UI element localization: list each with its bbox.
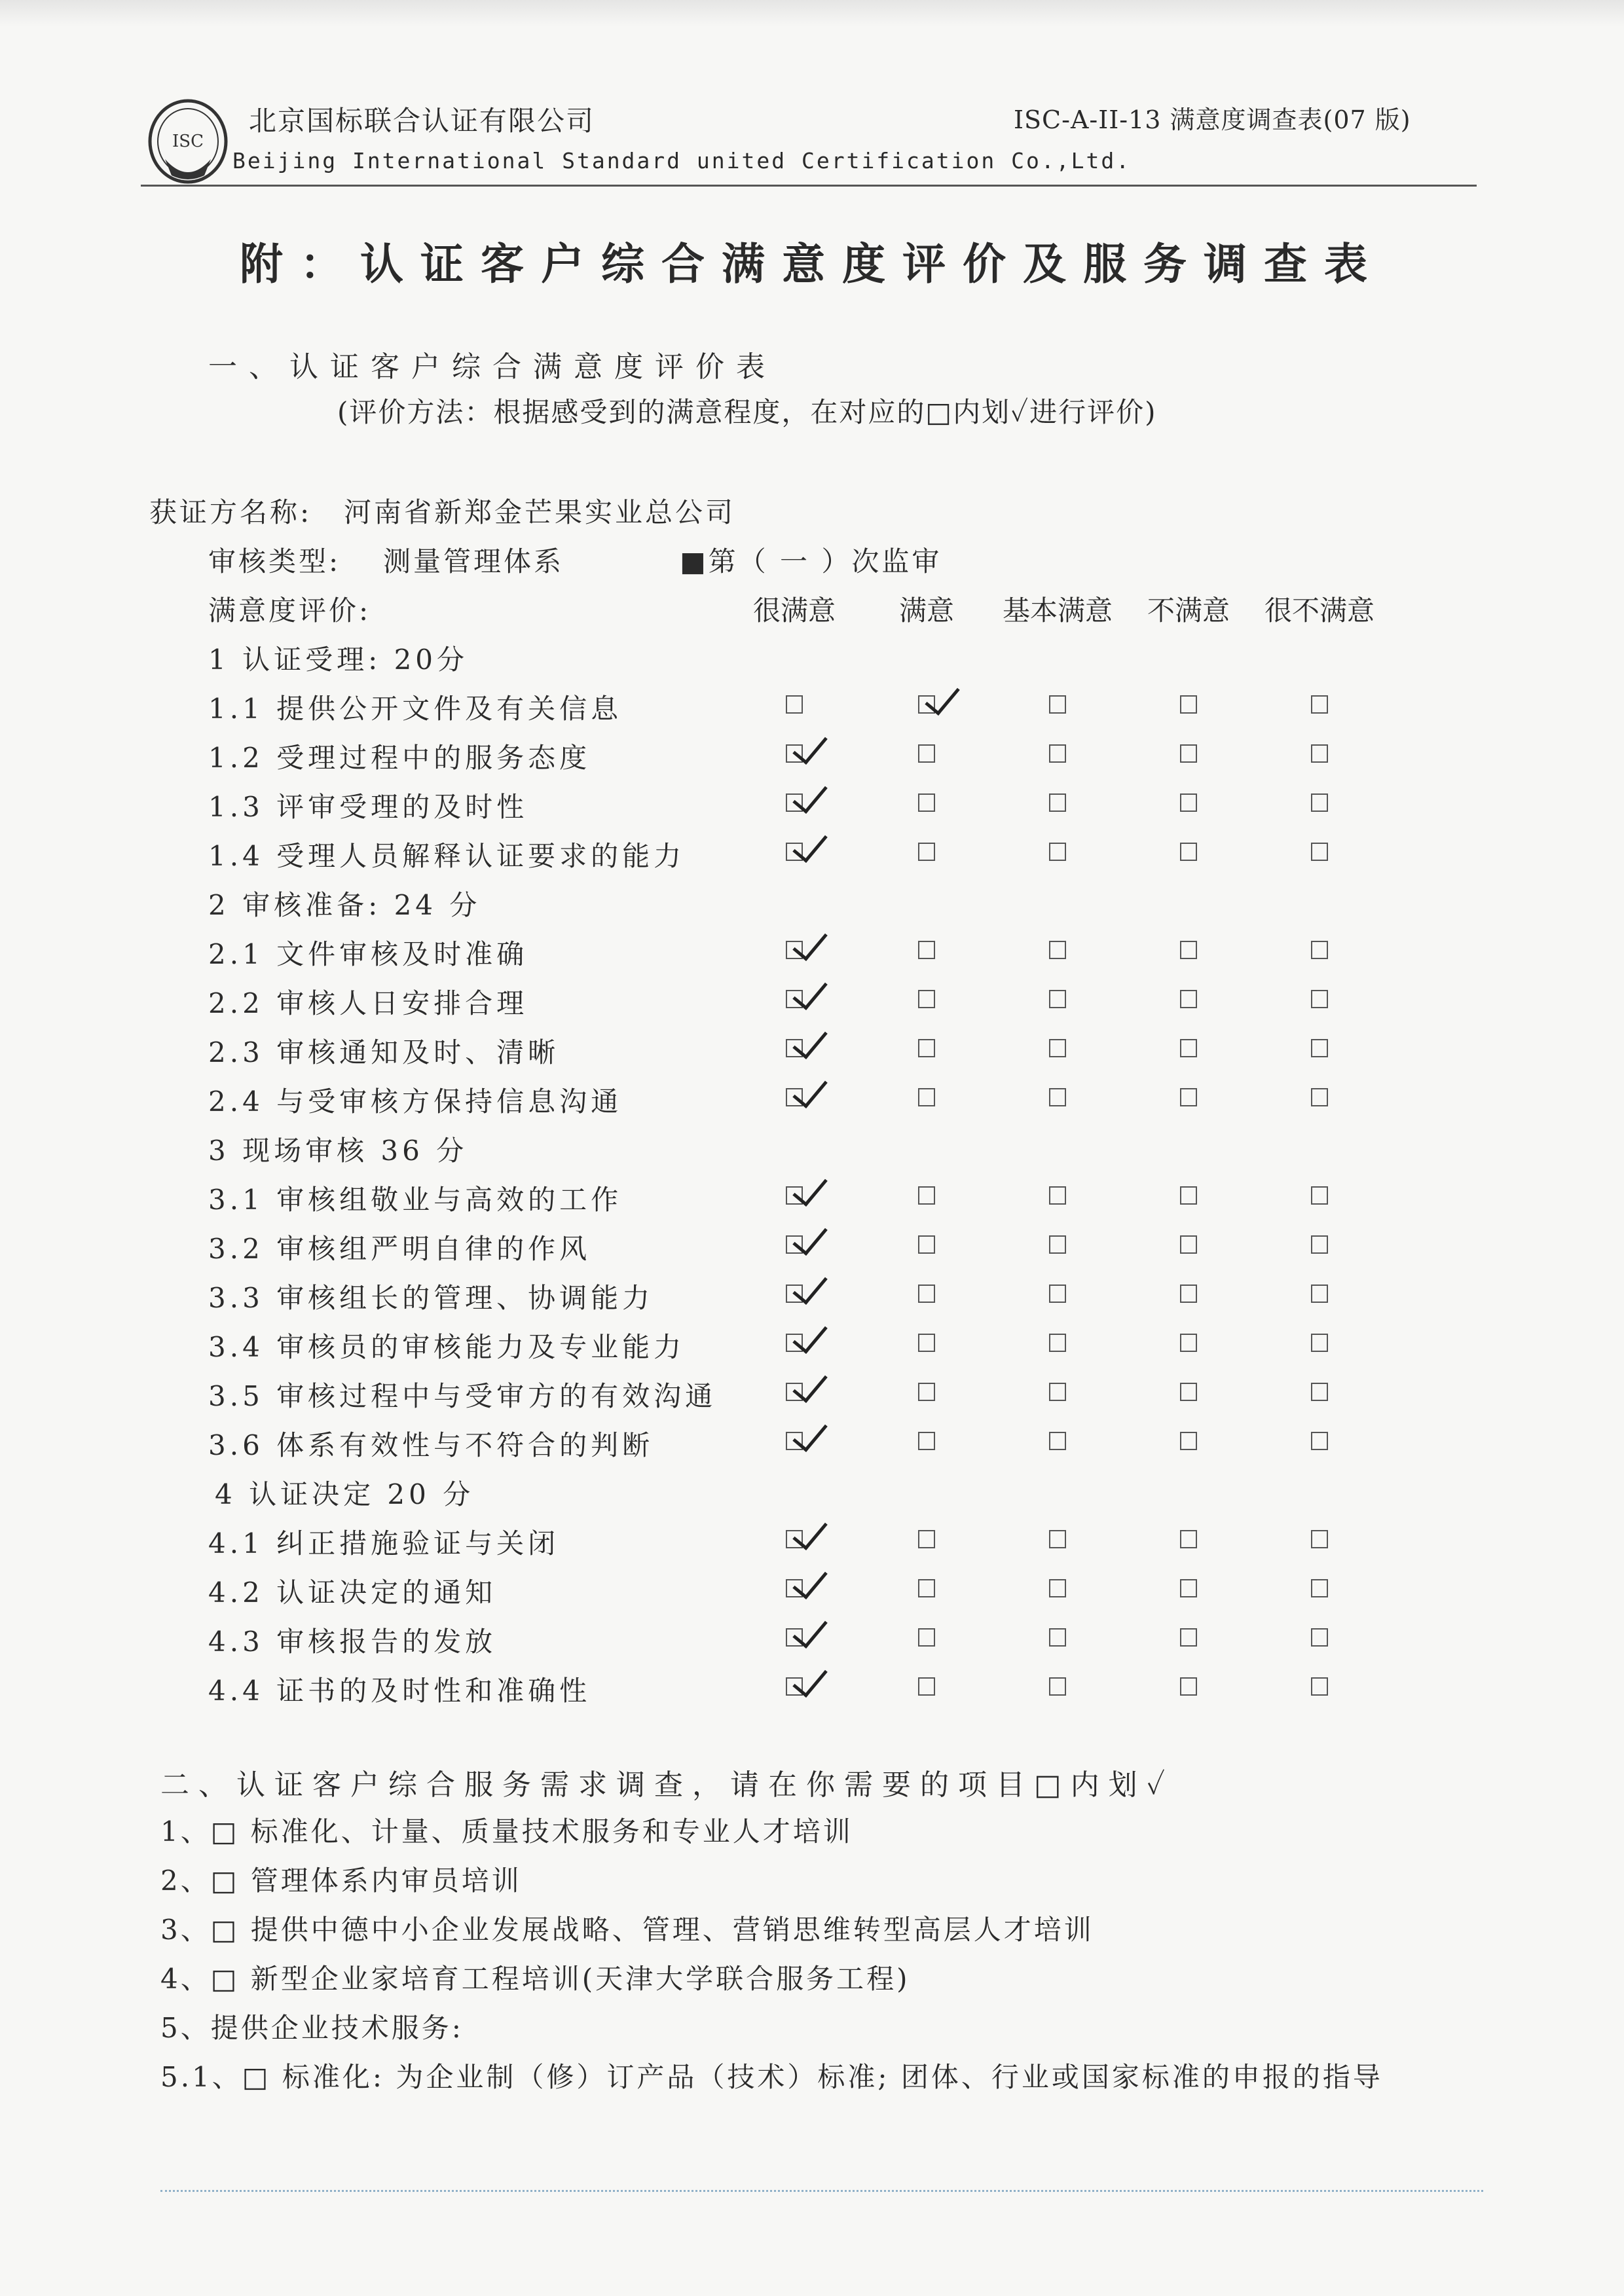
criterion-label: 2.2 审核人日安排合理 xyxy=(208,987,528,1019)
company-name-en: Beijing International Standard united Certification Co.,Ltd. xyxy=(232,148,1132,173)
rating-checkbox[interactable] xyxy=(1180,1432,1197,1450)
audit-type-label: 审核类型: xyxy=(208,545,341,577)
rating-checkbox[interactable] xyxy=(1180,1088,1197,1106)
rating-checkbox[interactable] xyxy=(918,1235,935,1254)
rating-checkbox[interactable] xyxy=(1049,1579,1066,1597)
rating-checkbox-checked[interactable] xyxy=(786,1088,803,1106)
rating-checkbox[interactable] xyxy=(918,1579,935,1597)
rating-checkbox[interactable] xyxy=(918,744,935,763)
rating-checkbox[interactable] xyxy=(1180,1039,1197,1057)
criterion-label: 3.1 审核组敬业与高效的工作 xyxy=(208,1184,623,1216)
rating-checkbox[interactable] xyxy=(918,990,935,1008)
rating-checkbox-checked[interactable] xyxy=(786,1285,803,1303)
rating-checkbox[interactable] xyxy=(1049,695,1066,714)
service-item: 5、提供企业技术服务: xyxy=(160,2012,464,2044)
rating-checkbox[interactable] xyxy=(918,1628,935,1647)
rating-checkbox[interactable] xyxy=(918,1334,935,1352)
rating-checkbox[interactable] xyxy=(1049,990,1066,1008)
rating-checkbox-checked[interactable] xyxy=(786,843,803,861)
rating-checkbox-checked[interactable] xyxy=(786,1383,803,1401)
rating-checkbox[interactable] xyxy=(1311,793,1328,812)
rating-checkbox[interactable] xyxy=(1180,941,1197,959)
group-title: 1 认证受理: 20分 xyxy=(208,644,469,676)
rating-checkbox[interactable] xyxy=(1311,1334,1328,1352)
criterion-label: 1.4 受理人员解释认证要求的能力 xyxy=(208,840,686,872)
rating-checkbox-checked[interactable] xyxy=(786,1628,803,1647)
rating-checkbox[interactable] xyxy=(1311,1579,1328,1597)
header-rule xyxy=(141,185,1477,187)
rating-checkbox[interactable] xyxy=(1049,843,1066,861)
rating-checkbox[interactable] xyxy=(1049,941,1066,959)
rating-checkbox[interactable] xyxy=(1180,695,1197,714)
rating-checkbox[interactable] xyxy=(1311,990,1328,1008)
rating-checkbox-checked[interactable] xyxy=(786,1677,803,1696)
surveillance-count: ■第（ 一 ）次监审 xyxy=(680,545,942,577)
rating-checkbox[interactable] xyxy=(1049,1186,1066,1205)
rating-checkbox-checked[interactable] xyxy=(786,1235,803,1254)
rating-checkbox[interactable] xyxy=(1311,843,1328,861)
section1-heading: 一、认证客户综合满意度评价表 xyxy=(208,350,777,384)
rating-checkbox-checked[interactable] xyxy=(786,1579,803,1597)
criterion-label: 2.1 文件审核及时准确 xyxy=(208,938,528,970)
rating-checkbox[interactable] xyxy=(1180,1285,1197,1303)
rating-checkbox[interactable] xyxy=(1311,1383,1328,1401)
rating-checkbox[interactable] xyxy=(1049,1628,1066,1647)
criterion-label: 3.3 审核组长的管理、协调能力 xyxy=(208,1282,654,1314)
criterion-label: 4.4 证书的及时性和准确性 xyxy=(208,1675,591,1707)
criterion-label: 1.1 提供公开文件及有关信息 xyxy=(208,693,623,725)
rating-checkbox[interactable] xyxy=(1049,744,1066,763)
rating-checkbox[interactable] xyxy=(1180,990,1197,1008)
criterion-label: 2.4 与受审核方保持信息沟通 xyxy=(208,1085,623,1118)
criterion-label: 1.3 评审受理的及时性 xyxy=(208,791,528,823)
column-header-basically-satisfied: 基本满意 xyxy=(1002,594,1113,627)
column-header-very-dissatisfied: 很不满意 xyxy=(1264,594,1375,627)
criterion-label: 4.3 审核报告的发放 xyxy=(208,1626,497,1658)
rating-checkbox[interactable] xyxy=(1180,744,1197,763)
rating-checkbox[interactable] xyxy=(1311,1039,1328,1057)
scan-edge xyxy=(0,0,1624,26)
rating-checkbox[interactable] xyxy=(918,941,935,959)
rating-checkbox[interactable] xyxy=(1180,1677,1197,1696)
rating-checkbox[interactable] xyxy=(918,1039,935,1057)
rating-checkbox[interactable] xyxy=(1049,1530,1066,1548)
rating-checkbox[interactable] xyxy=(1049,1334,1066,1352)
rating-checkbox[interactable] xyxy=(1180,1334,1197,1352)
rating-checkbox[interactable] xyxy=(1311,1530,1328,1548)
rating-checkbox-checked[interactable] xyxy=(786,1432,803,1450)
page-title: 附：认证客户综合满意度评价及服务调查表 xyxy=(240,238,1384,289)
rating-checkbox[interactable] xyxy=(1311,1677,1328,1696)
service-item[interactable]: 2、□ 管理体系内审员培训 xyxy=(160,1865,522,1897)
logo-text: ISC xyxy=(172,132,204,151)
criterion-label: 3.6 体系有效性与不符合的判断 xyxy=(208,1429,654,1461)
rating-checkbox[interactable] xyxy=(1180,843,1197,861)
rating-checkbox[interactable] xyxy=(1311,695,1328,714)
rating-checkbox[interactable] xyxy=(1049,793,1066,812)
rating-checkbox-checked[interactable] xyxy=(918,695,935,714)
rating-checkbox[interactable] xyxy=(1049,1039,1066,1057)
column-header-satisfied: 满意 xyxy=(898,594,955,627)
rating-checkbox[interactable] xyxy=(918,1677,935,1696)
rating-checkbox-checked[interactable] xyxy=(786,793,803,812)
rating-checkbox-checked[interactable] xyxy=(786,941,803,959)
criterion-label: 2.3 审核通知及时、清晰 xyxy=(208,1036,560,1068)
rating-checkbox-checked[interactable] xyxy=(786,1186,803,1205)
rating-checkbox[interactable] xyxy=(1311,1235,1328,1254)
rating-checkbox[interactable] xyxy=(1311,1088,1328,1106)
rating-checkbox[interactable] xyxy=(918,1530,935,1548)
group-title: 3 现场审核 36 分 xyxy=(208,1135,468,1167)
rating-checkbox[interactable] xyxy=(1049,1285,1066,1303)
criterion-label: 4.2 认证决定的通知 xyxy=(208,1576,497,1609)
rating-label: 满意度评价: xyxy=(208,594,371,627)
service-item[interactable]: 3、□ 提供中德中小企业发展战略、管理、营销思维转型高层人才培训 xyxy=(160,1914,1094,1946)
service-item[interactable]: 5.1、□ 标准化: 为企业制（修）订产品（技术）标准; 团体、行业或国家标准的申报的指导 xyxy=(160,2061,1383,2093)
service-item[interactable]: 4、□ 新型企业家培育工程培训(天津大学联合服务工程) xyxy=(160,1963,910,1995)
rating-checkbox[interactable] xyxy=(1311,1285,1328,1303)
rating-checkbox-checked[interactable] xyxy=(786,990,803,1008)
criterion-label: 3.2 审核组严明自律的作风 xyxy=(208,1233,591,1265)
rating-checkbox[interactable] xyxy=(1049,1432,1066,1450)
rating-checkbox[interactable] xyxy=(1180,1235,1197,1254)
rating-checkbox[interactable] xyxy=(918,1285,935,1303)
criterion-label: 1.2 受理过程中的服务态度 xyxy=(208,742,591,774)
rating-checkbox[interactable] xyxy=(1311,1186,1328,1205)
audit-type-value: 测量管理体系 xyxy=(383,545,564,577)
group-title: 2 审核准备: 24 分 xyxy=(208,889,481,921)
rating-checkbox[interactable] xyxy=(786,695,803,714)
client-value: 河南省新郑金芒果实业总公司 xyxy=(344,496,736,528)
rating-checkbox[interactable] xyxy=(1180,793,1197,812)
rating-checkbox-checked[interactable] xyxy=(786,1530,803,1548)
rating-checkbox[interactable] xyxy=(1049,1383,1066,1401)
rating-checkbox[interactable] xyxy=(1049,1677,1066,1696)
company-name-cn: 北京国标联合认证有限公司 xyxy=(249,105,595,137)
column-header-dissatisfied: 不满意 xyxy=(1147,594,1230,627)
form-code: ISC-A-II-13 满意度调查表(07 版) xyxy=(1014,105,1411,134)
rating-checkbox[interactable] xyxy=(1180,1628,1197,1647)
service-item[interactable]: 1、□ 标准化、计量、质量技术服务和专业人才培训 xyxy=(160,1815,853,1848)
rating-checkbox[interactable] xyxy=(1180,1383,1197,1401)
rating-checkbox-checked[interactable] xyxy=(786,1039,803,1057)
rating-checkbox[interactable] xyxy=(1049,1088,1066,1106)
client-label: 获证方名称: xyxy=(149,496,312,528)
criterion-label: 3.5 审核过程中与受审方的有效沟通 xyxy=(208,1380,717,1412)
evaluation-note: (评价方法：根据感受到的满意程度，在对应的□内划✓进行评价) xyxy=(337,396,1157,428)
rating-checkbox[interactable] xyxy=(1049,1235,1066,1254)
rating-checkbox[interactable] xyxy=(918,1383,935,1401)
column-header-very-satisfied: 很满意 xyxy=(752,594,836,627)
rating-checkbox[interactable] xyxy=(1311,1432,1328,1450)
isc-logo xyxy=(145,97,231,189)
rating-checkbox[interactable] xyxy=(1311,1628,1328,1647)
rating-checkbox-checked[interactable] xyxy=(786,744,803,763)
criterion-label: 3.4 审核员的审核能力及专业能力 xyxy=(208,1331,686,1363)
rating-checkbox[interactable] xyxy=(918,793,935,812)
rating-checkbox[interactable] xyxy=(1311,744,1328,763)
rating-checkbox[interactable] xyxy=(918,1186,935,1205)
group-title: 4 认证决定 20 分 xyxy=(215,1478,475,1510)
rating-checkbox[interactable] xyxy=(1180,1579,1197,1597)
rating-checkbox[interactable] xyxy=(1311,941,1328,959)
bottom-rule xyxy=(160,2190,1483,2192)
criterion-label: 4.1 纠正措施验证与关闭 xyxy=(208,1527,560,1559)
rating-checkbox-checked[interactable] xyxy=(786,1334,803,1352)
rating-checkbox[interactable] xyxy=(918,843,935,861)
rating-checkbox[interactable] xyxy=(1180,1530,1197,1548)
rating-checkbox[interactable] xyxy=(918,1088,935,1106)
rating-checkbox[interactable] xyxy=(918,1432,935,1450)
section2-heading: 二、认证客户综合服务需求调查，请在你需要的项目□内划✓ xyxy=(160,1768,1174,1802)
rating-checkbox[interactable] xyxy=(1180,1186,1197,1205)
